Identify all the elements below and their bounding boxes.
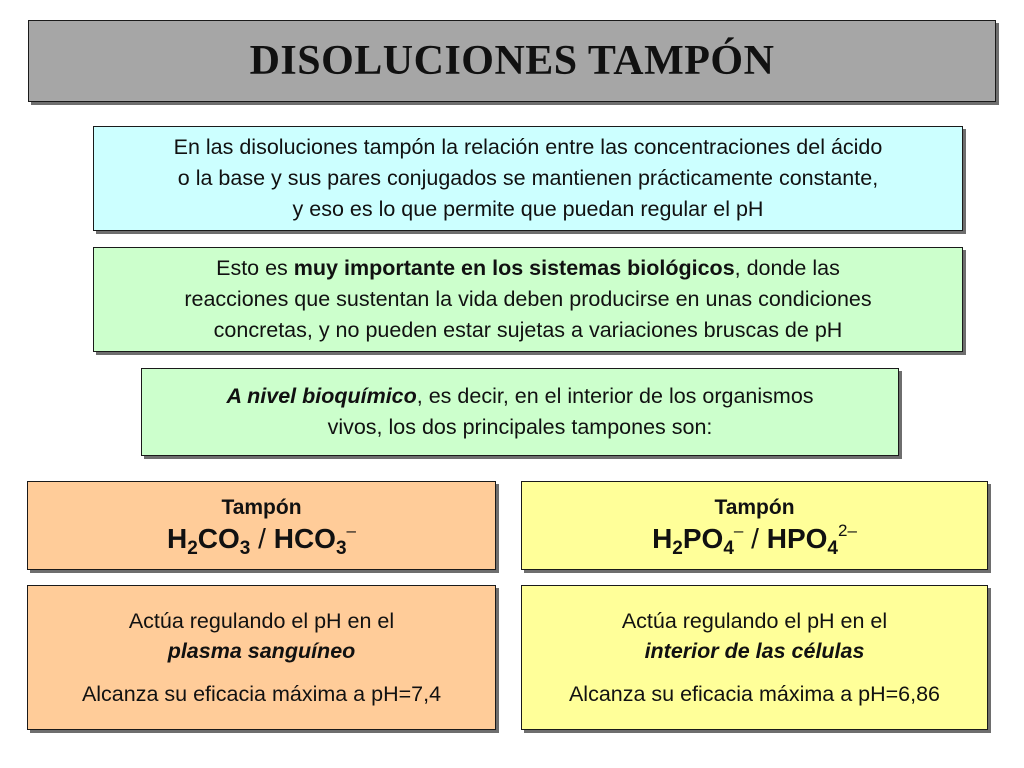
biochemical-level-box [141,368,899,456]
intro-line: En las disoluciones tampón la relación entre las concentraciones del ácido [173,135,883,159]
intro-box [93,126,963,231]
phosphate-buffer-header [521,481,988,570]
biological-prefix: Esto es [216,256,294,280]
title-banner [28,20,996,102]
biological-line: reacciones que sustentan la vida deben producirse en unas condiciones [184,287,872,311]
buffer-label: Tampón [221,495,302,519]
biological-line: concretas, y no pueden estar sujetas a variaciones bruscas de pH [213,318,843,342]
desc-line: Actúa regulando el pH en el [128,609,395,633]
buffer-label: Tampón [714,495,795,519]
biochemical-suffix: , es decir, en el interior de los organismos [416,384,814,408]
desc-emphasis: plasma sanguíneo [167,639,356,663]
desc-emphasis: interior de las células [644,639,865,663]
biochemical-line [226,381,813,412]
desc-line: Alcanza su eficacia máxima a pH=7,4 [81,682,442,706]
carbonate-buffer-description [27,585,496,730]
carbonate-buffer-header [27,481,496,570]
biochemical-emphasis: A nivel bioquímico [226,384,417,408]
desc-line: Alcanza su eficacia máxima a pH=6,86 [568,682,941,706]
intro-line: o la base y sus pares conjugados se mantienen prácticamente constante, [177,166,879,190]
biological-suffix: , donde las [734,256,840,280]
phosphate-formula: $H_2PO_4^- / HPO_4^{2-}$ [652,520,857,559]
biological-importance-box [93,247,963,352]
biochemical-text [226,381,813,443]
intro-line: y eso es lo que permite que puedan regular el pH [292,197,764,221]
phosphate-buffer-description [521,585,988,730]
biological-line [184,253,871,284]
biochemical-line: vivos, los dos principales tampones son: [327,415,713,439]
intro-text [174,132,883,225]
biological-text [184,253,871,346]
carbonate-formula: $H_2CO_3 / HCO_3^-$ [166,520,356,559]
desc-line: Actúa regulando el pH en el [621,609,888,633]
biological-emphasis: muy importante en los sistemas biológicos [293,256,735,280]
page-title: DISOLUCIONES TAMPÓN [249,38,775,84]
